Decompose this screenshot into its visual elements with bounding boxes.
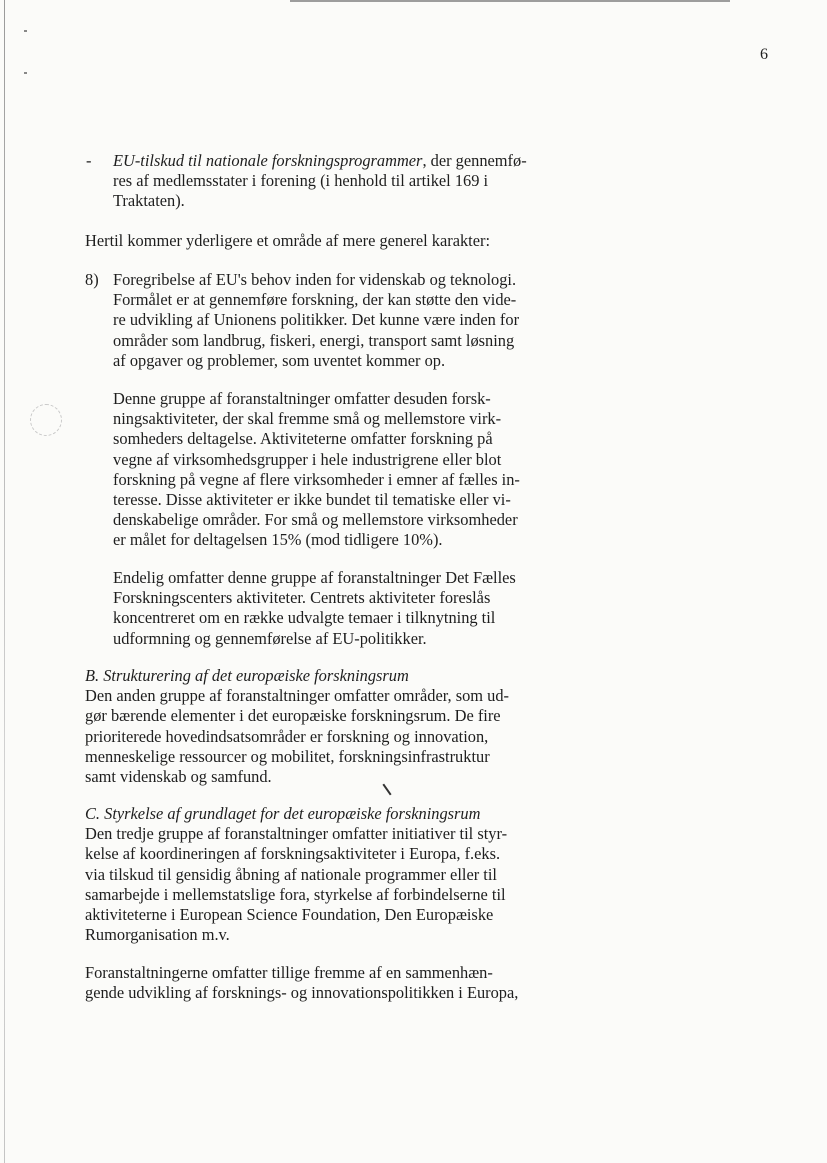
text-line: samt videnskab og samfund. — [85, 767, 272, 787]
bullet-line-3: Traktaten). — [113, 191, 185, 211]
text-line: af opgaver og problemer, som uventet kommer op. — [113, 350, 446, 370]
text-line: Foranstaltningerne omfatter tillige fremme af en sammenhæn- — [85, 963, 493, 982]
text-line: udformning og gennemførelse af EU-politikker. — [113, 628, 427, 648]
text-line: ningsaktiviteter, der skal fremme små og mellemstore virk- — [113, 409, 502, 429]
closing-paragraph — [85, 963, 605, 1003]
scan-edge-top — [290, 0, 730, 2]
text-line: Foregribelse af EU's behov inden for videnskab og teknologi. — [113, 270, 517, 289]
text-line: re udvikling af Unionens politikker. Det kunne være inden for — [113, 310, 520, 330]
text-line: samarbejde i mellemstatslige fora, styrkelse af forbindelserne til — [85, 884, 506, 904]
text-line: Rumorganisation m.v. — [85, 925, 230, 945]
text-line: menneskelige ressourcer og mobilitet, forskningsinfrastruktur — [85, 746, 490, 766]
item-8-paragraph-2 — [113, 389, 633, 551]
text-line: kelse af koordineringen af forskningsaktiviteter i Europa, f.eks. — [85, 844, 501, 864]
text-line: somheders deltagelse. Aktiviteterne omfatter forskning på — [113, 429, 493, 449]
item-8-paragraph-1 — [113, 270, 633, 371]
bullet-italic-title: EU-tilskud til nationale forskningsprogrammer — [113, 151, 423, 170]
text-line: Forskningscenters aktiviteter. Centrets aktiviteter foreslås — [113, 588, 491, 608]
punch-hole-mark — [30, 404, 62, 436]
text-line: er målet for deltagelsen 15% (mod tidligere 10%). — [113, 530, 443, 550]
page-number: 6 — [760, 46, 768, 63]
scan-dot — [24, 30, 27, 32]
scan-edge-left — [4, 0, 5, 1163]
text-line: Den anden gruppe af foranstaltninger omfatter områder, som ud- — [85, 686, 509, 706]
bullet-line-1 — [113, 151, 633, 171]
bullet-line-1-rest: , der gennemfø- — [422, 151, 527, 170]
text-line: prioriterede hovedindsatsområder er forskning og innovation, — [85, 726, 489, 746]
section-c-heading: C. Styrkelse af grundlaget for det europæiske forskningsrum — [85, 804, 481, 823]
text-line: koncentreret om en række udvalgte temaer i tilknytning til — [113, 608, 496, 628]
text-line: gør bærende elementer i det europæiske forskningsrum. De fire — [85, 706, 501, 726]
text-line: Formålet er at gennemføre forskning, der kan støtte den vide- — [113, 290, 517, 310]
text-line: via tilskud til gensidig åbning af nationale programmer eller til — [85, 864, 497, 884]
scan-dot — [24, 72, 27, 74]
item-8-paragraph-3 — [113, 568, 633, 649]
text-line: Denne gruppe af foranstaltninger omfatter desuden forsk- — [113, 389, 491, 408]
text-line: vegne af virksomhedsgrupper i hele industrigrene eller blot — [113, 449, 502, 469]
text-line: Endelig omfatter denne gruppe af foranstaltninger Det Fælles — [113, 568, 516, 587]
item-8-marker: 8) — [85, 270, 99, 289]
text-line: denskabelige områder. For små og mellemstore virksomheder — [113, 510, 518, 530]
bullet-marker: - — [86, 151, 92, 170]
section-b-heading: B. Strukturering af det europæiske forskningsrum — [85, 666, 409, 685]
section-c — [85, 804, 605, 945]
text-line: aktiviteterne i European Science Foundation, Den Europæiske — [85, 905, 494, 925]
intro-line: Hertil kommer yderligere et område af mere generel karakter: — [85, 231, 491, 250]
text-line: teresse. Disse aktiviteter er ikke bundet til tematiske eller vi- — [113, 490, 511, 510]
intro-paragraph — [85, 231, 605, 251]
text-line: gende udvikling af forsknings- og innovationspolitikken i Europa, — [85, 983, 519, 1003]
text-line: områder som landbrug, fiskeri, energi, transport samt løsning — [113, 330, 515, 350]
bullet-line-2: res af medlemsstater i forening (i henhold til artikel 169 i — [113, 171, 489, 191]
text-line: forskning på vegne af flere virksomheder i emner af fælles in- — [113, 469, 520, 489]
text-line: Den tredje gruppe af foranstaltninger omfatter initiativer til styr- — [85, 824, 508, 844]
bullet-paragraph — [113, 151, 633, 212]
section-b — [85, 666, 605, 787]
